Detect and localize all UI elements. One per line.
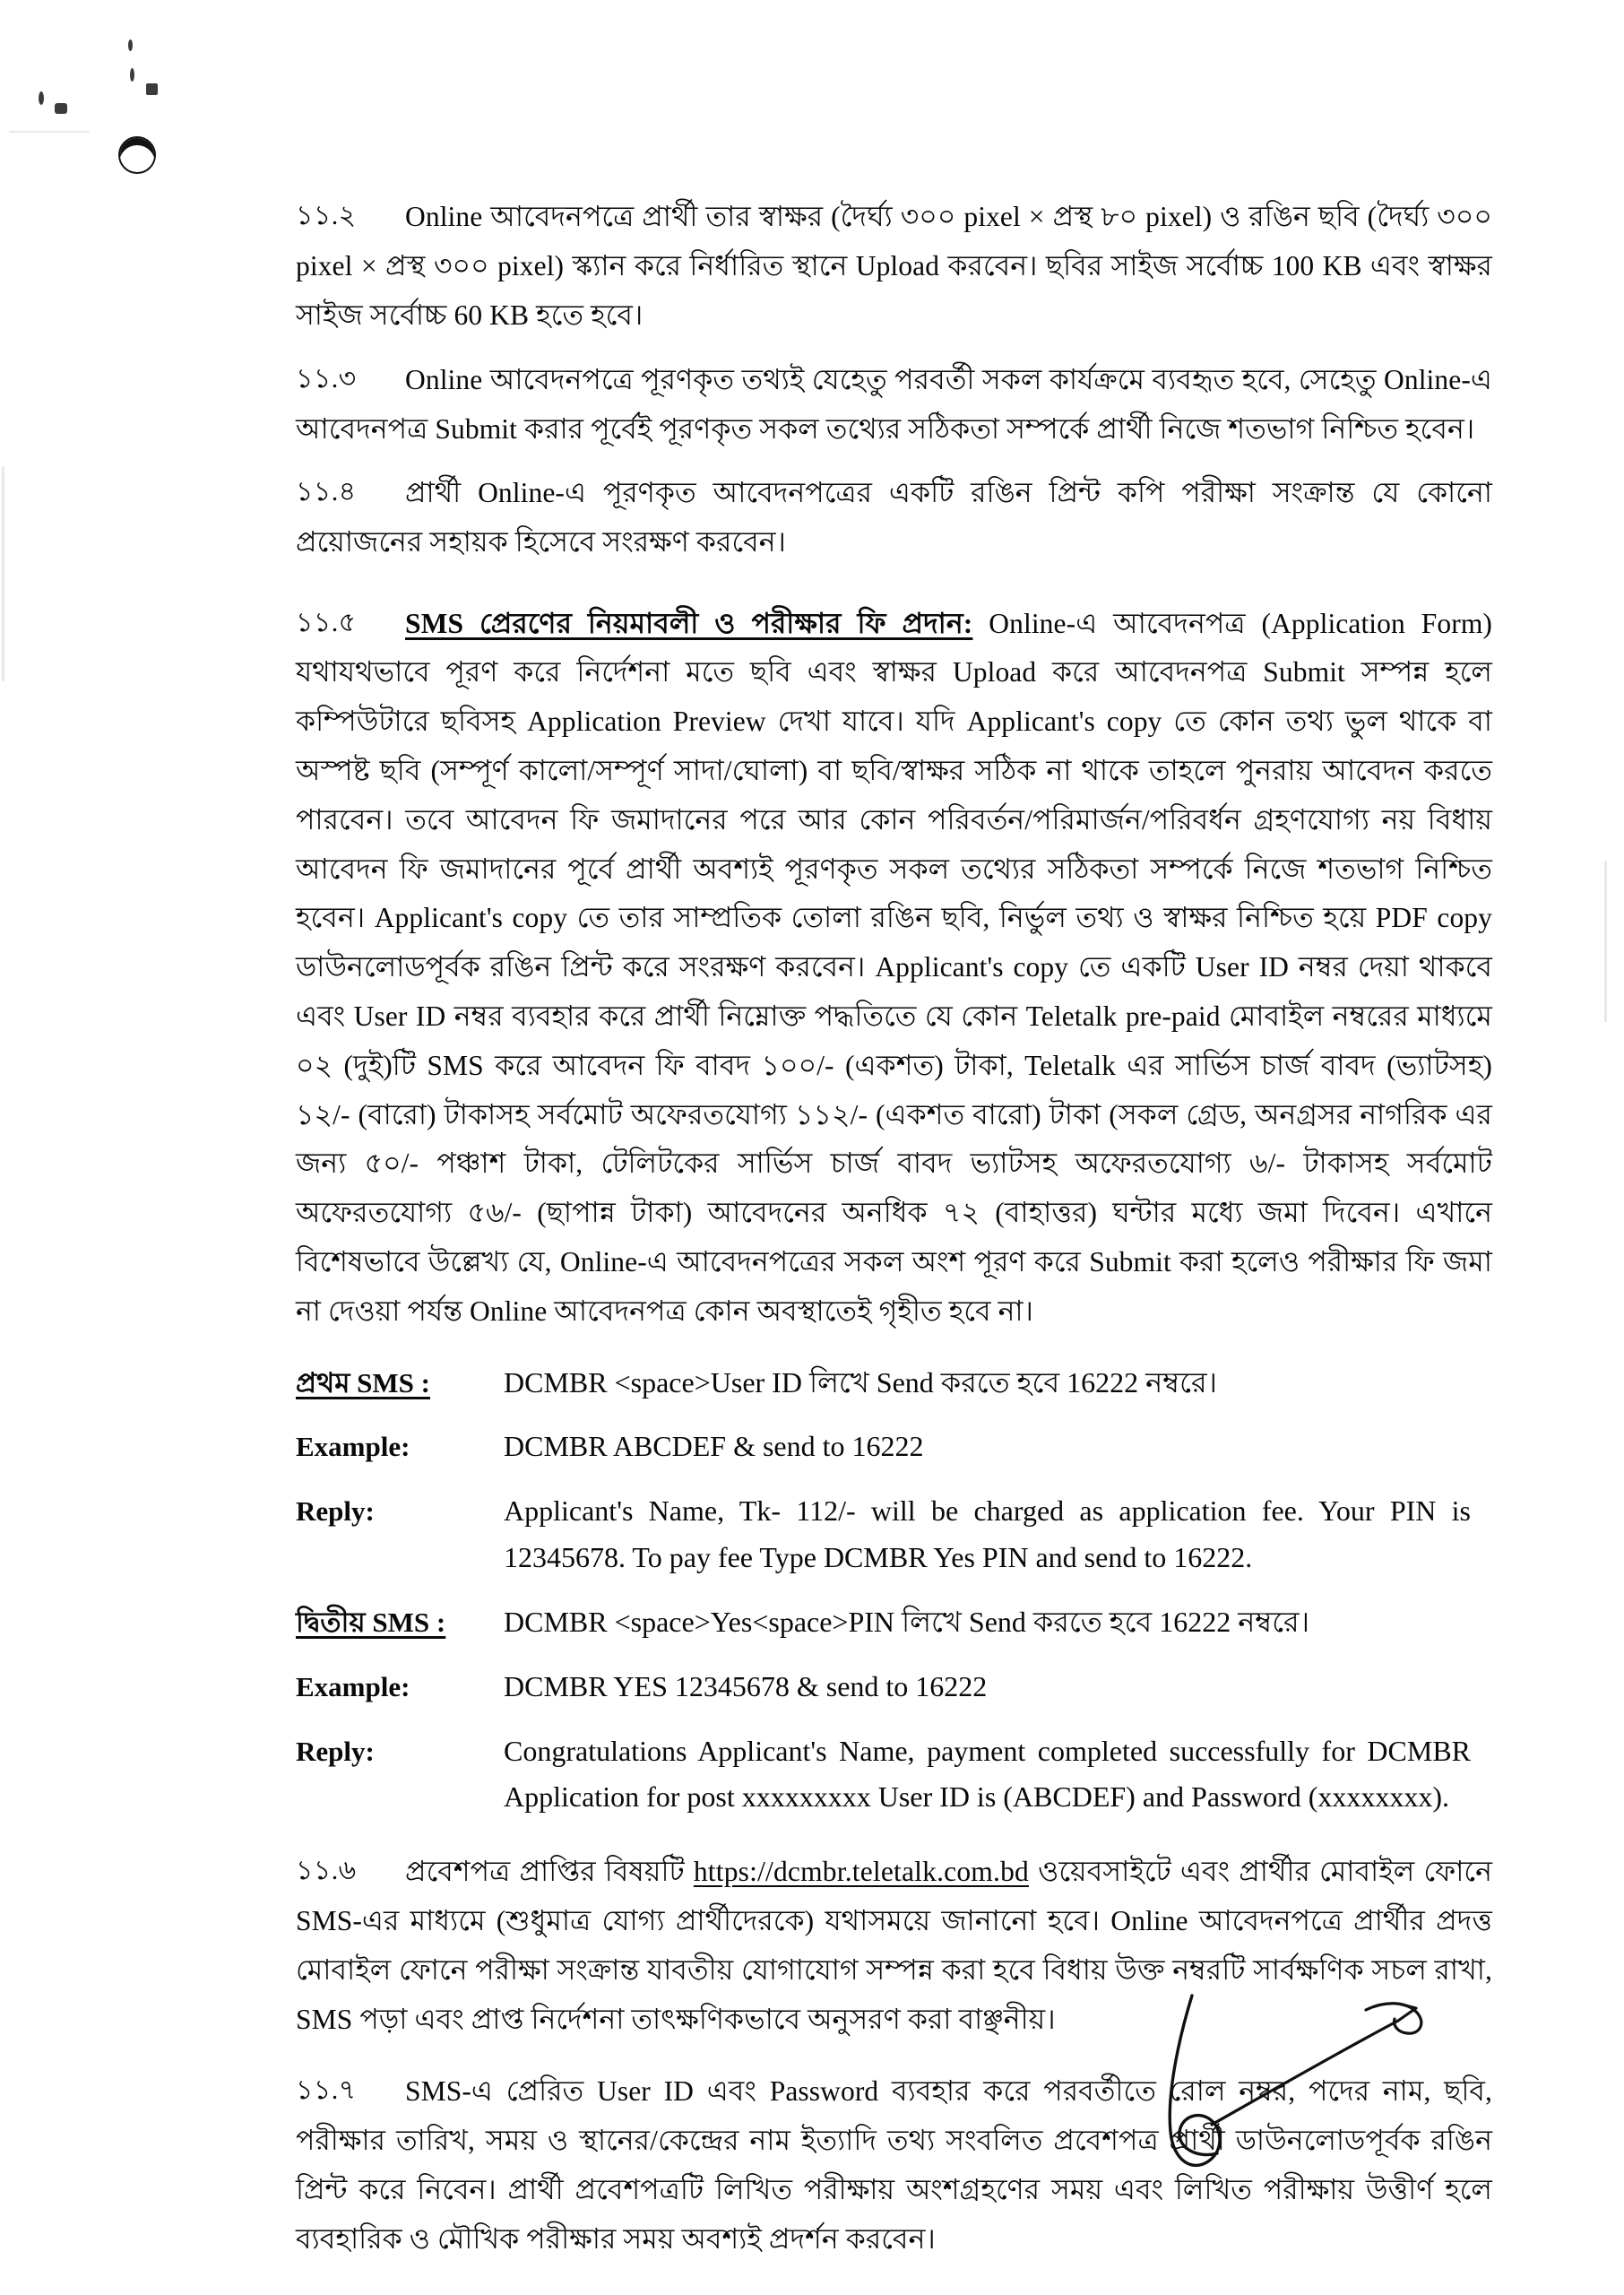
section-text: Online আবেদনপত্রে প্রার্থী তার স্বাক্ষর (দৈর্ঘ্য ৩০০ pixel × প্রস্থ ৮০ pixel) ও রঙিন ছবি (দৈর্ঘ্য ৩০০ pixel × প্রস্থ ৩০০ pixel) স্ক্যান করে নির্ধারিত স্থানে Upload করবেন। ছবির সাইজ সর্বোচ্চ 100 KB এবং স্বাক্ষর সাইজ সর্বোচ্চ 60 KB হতে হবে। bbox=[296, 201, 1492, 331]
website-url-link[interactable]: https://dcmbr.teletalk.com.bd bbox=[693, 1856, 1029, 1888]
section-11-4 bbox=[296, 469, 1492, 567]
sms-label: Example: bbox=[296, 1431, 410, 1463]
section-number: ১১.৩ bbox=[296, 364, 357, 394]
section-number: ১১.৭ bbox=[296, 2075, 357, 2106]
sms-row-example-2 bbox=[296, 1664, 1492, 1710]
sms-value: DCMBR <space>Yes<space>PIN লিখে Send করতে হবে 16222 নম্বরে। bbox=[504, 1605, 1310, 1638]
section-text: Online-এ আবেদনপত্র (Application Form) যথাযথভাবে পূরণ করে নির্দেশনা মতে ছবি এবং স্বাক্ষর Upload করে আবেদনপত্র Submit সম্পন্ন হলে কম্পিউটারে ছবিসহ Application Preview দেখা যাবে। যদি Applicant's copy তে কোন তথ্য ভুল থাকে বা অস্পষ্ট ছবি (সম্পূর্ণ কালো/সম্পূর্ণ সাদা/ঘোলা) বা ছবি/স্বাক্ষর সঠিক না থাকে তাহলে পুনরায় আবেদন করতে পারবেন। তবে আবেদন ফি জমাদানের পরে আর কোন পরিবর্তন/পরিমার্জন/পরিবর্ধন গ্রহণযোগ্য নয় বিধায় আবেদন ফি জমাদানের পূর্বে প্রার্থী অবশ্যই পূরণকৃত সকল তথ্যের সঠিকতা সম্পর্কে নিজে শতভাগ নিশ্চিত হবেন। Applicant's copy তে তার সাম্প্রতিক তোলা রঙিন ছবি, নির্ভুল তথ্য ও স্বাক্ষর নিশ্চিত হয়ে PDF copy ডাউনলোডপূর্বক রঙিন প্রিন্ট করে সংরক্ষণ করবেন। Applicant's copy তে একটি User ID নম্বর দেয়া থাকবে এবং User ID নম্বর ব্যবহার করে প্রার্থী নিম্নোক্ত পদ্ধতিতে যে কোন Teletalk pre-paid মোবাইল নম্বরের মাধ্যমে ০২ (দুই)টি SMS করে আবেদন ফি বাবদ ১০০/- (একশত) টাকা, Teletalk এর সার্ভিস চার্জ বাবদ (ভ্যাটসহ) ১২/- (বারো) টাকাসহ সর্বমোট অফেরতযোগ্য ১১২/- (একশত বারো) টাকা (সকল গ্রেড, অনগ্রসর নাগরিক এর জন্য ৫০/- পঞ্চাশ টাকা, টেলিটকের সার্ভিস চার্জ বাবদ ভ্যাটসহ অফেরতযোগ্য ৬/- টাকাসহ সর্বমোট অফেরতযোগ্য ৫৬/- (ছাপান্ন টাকা) আবেদনের অনধিক ৭২ (বাহাত্তর) ঘন্টার মধ্যে জমা দিবেন। এখানে বিশেষভাবে উল্লেখ্য যে, Online-এ আবেদনপত্রের সকল অংশ পূরণ করে Submit করা হলেও পরীক্ষার ফি জমা না দেওয়া পর্যন্ত Online আবেদনপত্র কোন অবস্থাতেই গৃহীত হবে না। bbox=[296, 607, 1493, 1327]
scan-speck bbox=[146, 83, 158, 95]
section-number: ১১.৪ bbox=[296, 476, 357, 507]
section-text-before-url: প্রবেশপত্র প্রাপ্তির বিষয়টি bbox=[405, 1856, 694, 1888]
scan-edge-artifact bbox=[1604, 861, 1607, 1022]
sms-label: Reply: bbox=[296, 1735, 375, 1767]
section-11-2 bbox=[296, 193, 1492, 340]
sms-row-second-sms bbox=[296, 1599, 1492, 1646]
section-number: ১১.৬ bbox=[296, 1856, 357, 1886]
sms-value: Congratulations Applicant's Name, payment completed successfully for DCMBR Application for post xxxxxxxxx User ID is (ABCDEF) and Password (xxxxxxxx). bbox=[504, 1734, 1471, 1814]
section-text-after-url: ওয়েবসাইটে এবং প্রার্থীর মোবাইল ফোনে SMS-এর মাধ্যমে (শুধুমাত্র যোগ্য প্রার্থীদেরকে) যথাসময়ে জানানো হবে। Online আবেদনপত্রে প্রার্থীর প্রদত্ত মোবাইল ফোনে পরীক্ষা সংক্রান্ত যাবতীয় যোগাযোগ সম্পন্ন করা হবে বিধায় উক্ত নম্বরটি সার্বক্ষণিক সচল রাখা, SMS পড়া এবং প্রাপ্ত নির্দেশনা তাৎক্ষণিকভাবে অনুসরণ করা বাঞ্ছনীয়। bbox=[296, 1856, 1492, 2035]
section-11-3 bbox=[296, 356, 1492, 455]
sms-label: Example: bbox=[296, 1670, 410, 1702]
sms-label: Reply: bbox=[296, 1495, 375, 1528]
sms-row-reply-2 bbox=[296, 1728, 1492, 1822]
sms-value: Applicant's Name, Tk- 112/- will be charged as application fee. Your PIN is 12345678. To pay fee Type DCMBR Yes PIN and send to 16222. bbox=[504, 1494, 1471, 1574]
scan-edge-artifact bbox=[9, 131, 90, 133]
section-text: Online আবেদনপত্রে পূরণকৃত তথ্যই যেহেতু পরবর্তী সকল কার্যক্রমে ব্যবহৃত হবে, সেহেতু Online-এ আবেদনপত্র Submit করার পূর্বেই পূরণকৃত সকল তথ্যের সঠিকতা সম্পর্কে প্রার্থী নিজে শতভাগ নিশ্চিত হবেন। bbox=[296, 364, 1492, 446]
section-text: SMS-এ প্রেরিত User ID এবং Password ব্যবহার করে পরবর্তীতে রোল নম্বর, পদের নাম, ছবি, পরীক্ষার তারিখ, সময় ও স্থানের/কেন্দ্রের নাম ইত্যাদি তথ্য সংবলিত প্রবেশপত্র প্রার্থী ডাউনলোডপূর্বক রঙিন প্রিন্ট করে নিবেন। প্রার্থী প্রবেশপত্রটি লিখিত পরীক্ষায় অংশগ্রহণের সময় এবং লিখিত পরীক্ষায় উত্তীর্ণ হলে ব্যবহারিক ও মৌখিক পরীক্ষার সময় অবশ্যই প্রদর্শন করবেন। bbox=[296, 2075, 1492, 2255]
section-11-5-heading: SMS প্রেরণের নিয়মাবলী ও পরীক্ষার ফি প্রদান: bbox=[405, 607, 973, 639]
section-11-5 bbox=[296, 600, 1492, 1337]
sms-label: দ্বিতীয় SMS : bbox=[296, 1606, 446, 1638]
sms-label: প্রথম SMS : bbox=[296, 1366, 430, 1399]
scan-speck bbox=[130, 68, 134, 82]
document-body bbox=[296, 193, 1492, 2271]
handwritten-signature bbox=[1158, 1988, 1454, 2195]
sms-row-reply-1 bbox=[296, 1488, 1492, 1581]
scan-speck bbox=[39, 91, 44, 105]
sms-instruction-block bbox=[296, 1360, 1492, 1822]
scan-speck bbox=[128, 39, 133, 51]
sms-value: DCMBR YES 12345678 & send to 16222 bbox=[504, 1669, 988, 1702]
sms-value: DCMBR <space>User ID লিখে Send করতে হবে 16222 নম্বরে। bbox=[504, 1365, 1218, 1399]
sms-row-example-1 bbox=[296, 1424, 1492, 1470]
sms-value: DCMBR ABCDEF & send to 16222 bbox=[504, 1430, 924, 1463]
scan-edge-artifact bbox=[2, 466, 4, 681]
section-number: ১১.২ bbox=[296, 201, 357, 230]
section-text: প্রার্থী Online-এ পূরণকৃত আবেদনপত্রের একটি রঙিন প্রিন্ট কপি পরীক্ষা সংক্রান্ত যে কোনো প্রয়োজনের সহায়ক হিসেবে সংরক্ষণ করবেন। bbox=[296, 476, 1492, 558]
sms-row-first-sms bbox=[296, 1360, 1492, 1407]
hole-punch-mark bbox=[118, 136, 156, 174]
scan-speck bbox=[55, 103, 67, 114]
section-number: ১১.৫ bbox=[296, 607, 357, 637]
